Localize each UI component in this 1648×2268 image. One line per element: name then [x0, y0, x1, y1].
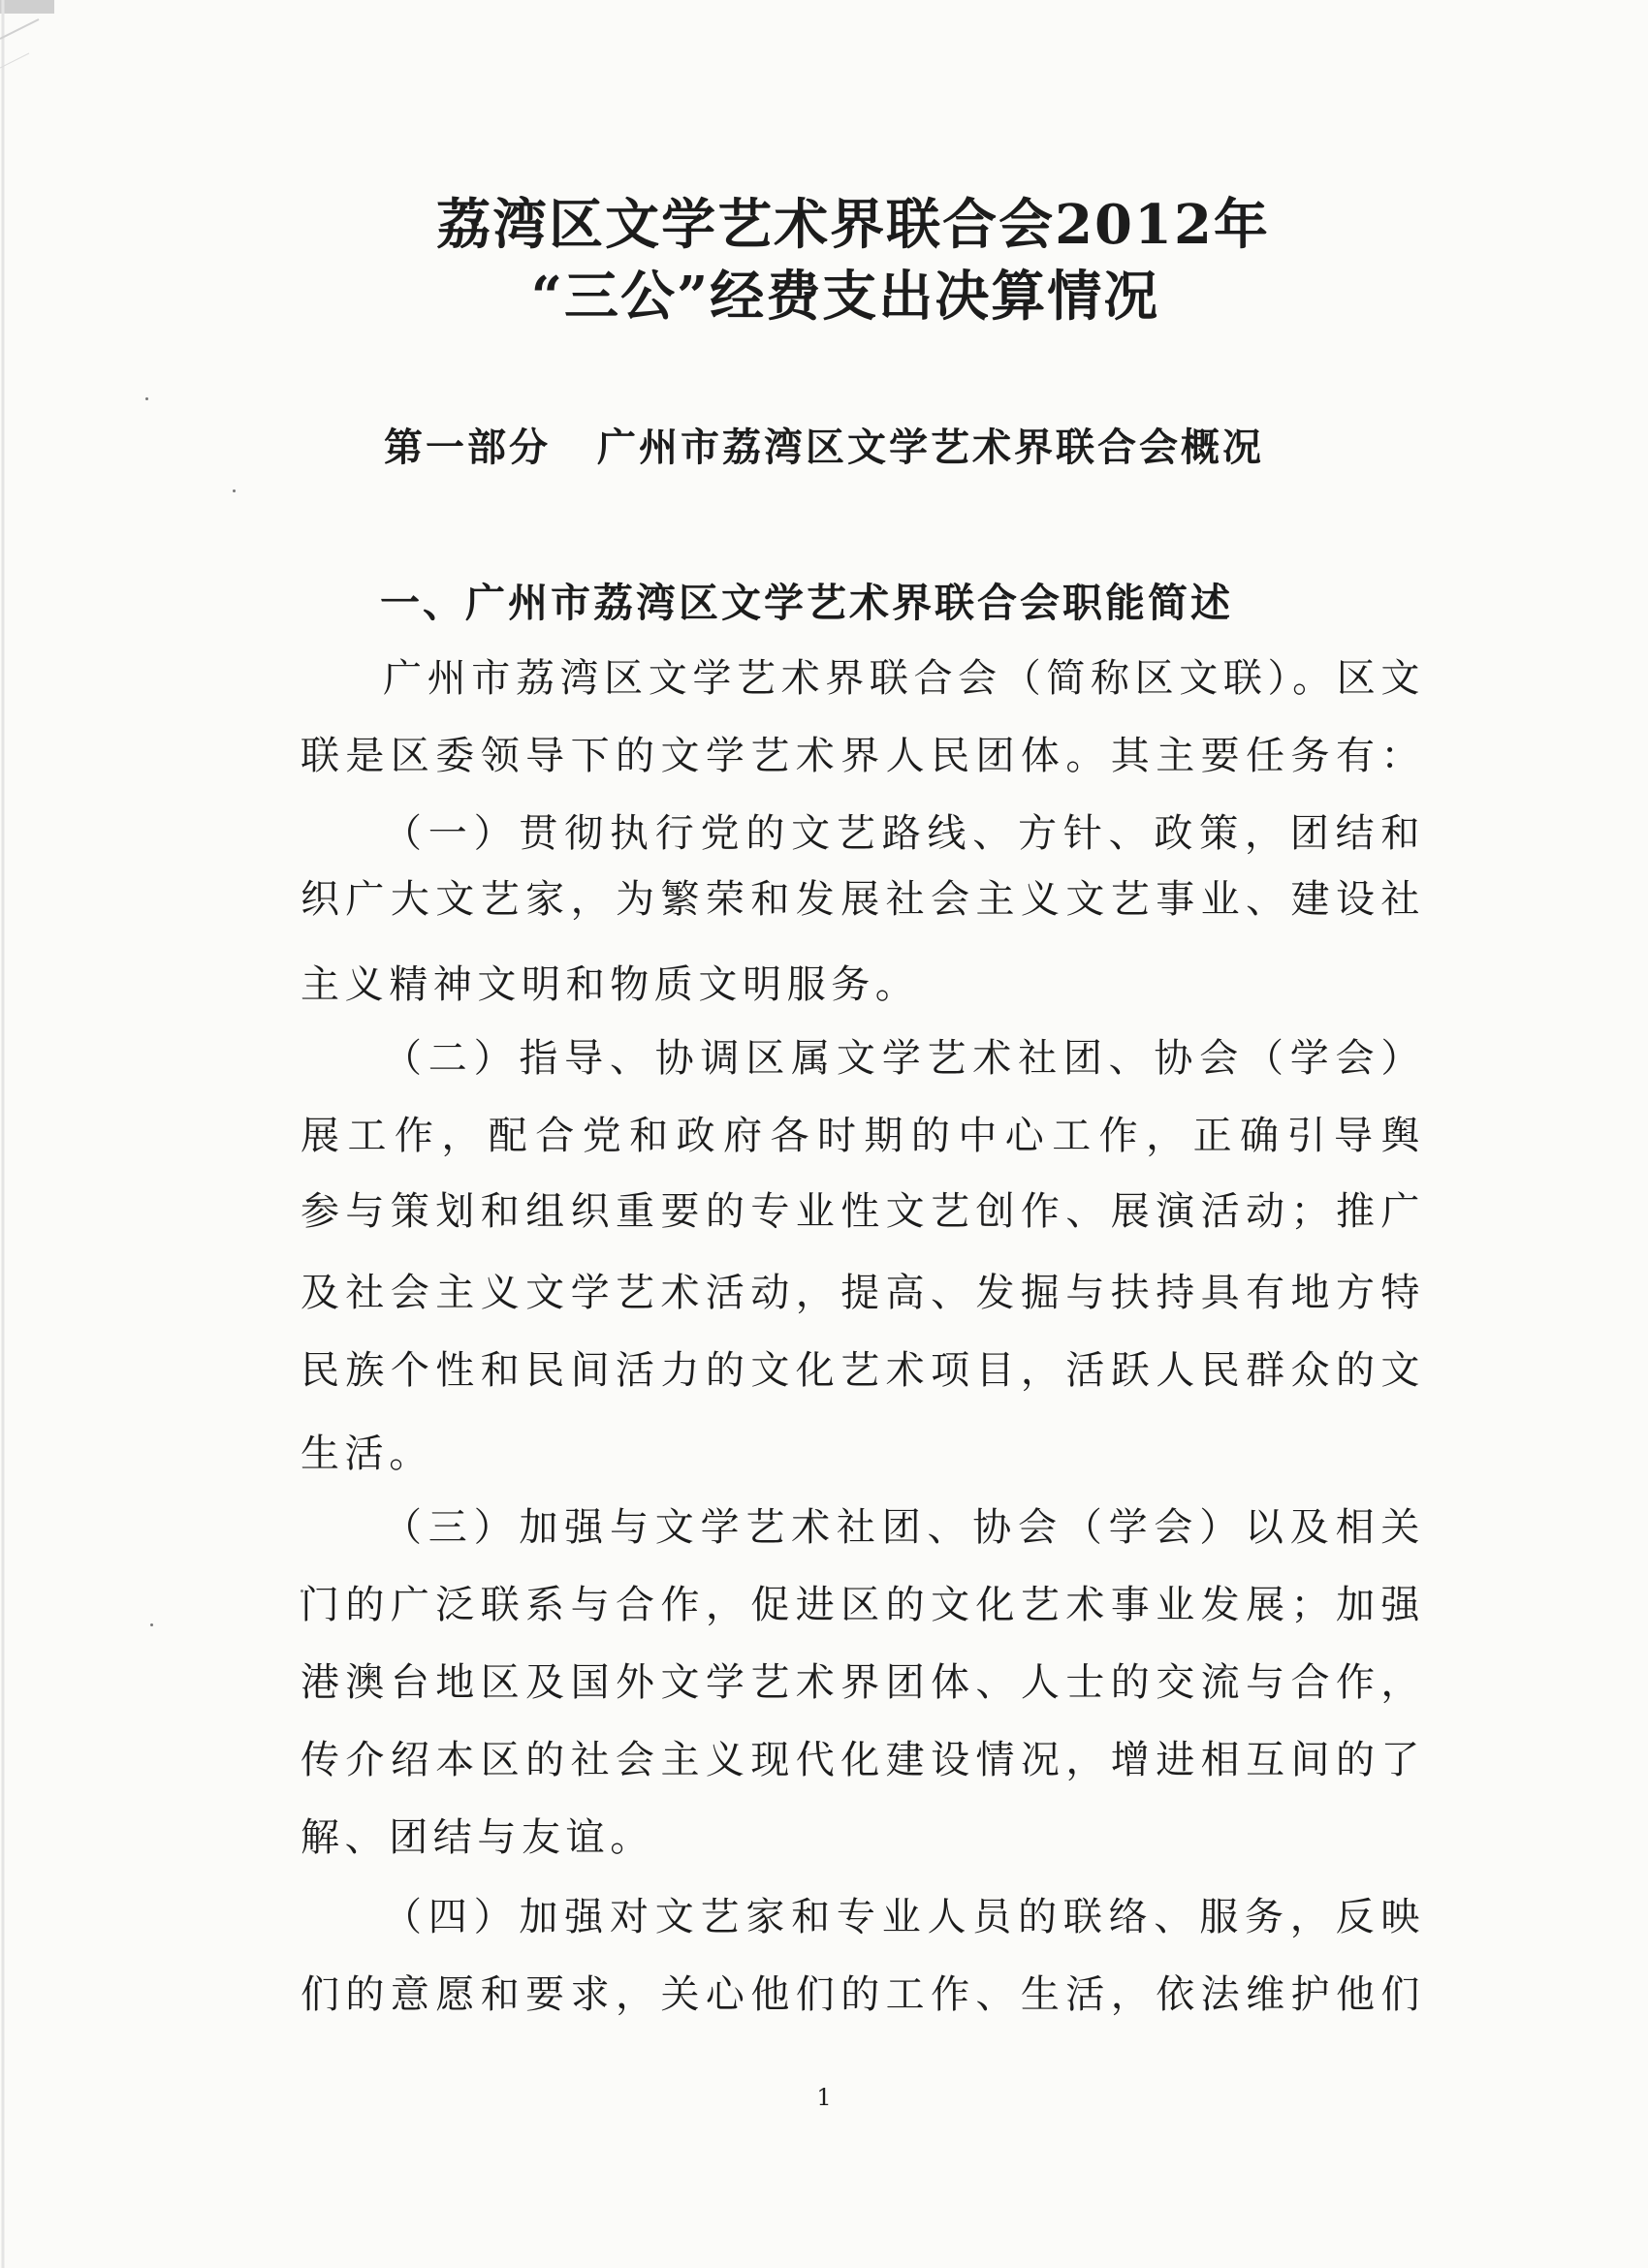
section-heading: 一、广州市荔湾区文学艺术界联合会职能简述	[380, 580, 1233, 626]
scan-speck	[145, 397, 148, 400]
part-heading	[0, 417, 1648, 472]
body-line: 联是区委领导下的文学艺术界人民团体。其主要任务有：	[301, 734, 1425, 778]
body-line: 解、团结与友谊。	[301, 1815, 654, 1860]
document-title-line-1: 荔湾区文学艺术界联合会2012年	[436, 193, 1270, 257]
page-number: 1	[816, 2084, 832, 2111]
part-heading-text: 广州市荔湾区文学艺术界联合会概况	[597, 425, 1264, 470]
body-line: 门的广泛联系与合作，促进区的文化艺术事业发展；加强	[301, 1583, 1425, 1627]
scan-speck	[150, 1623, 153, 1626]
body-line: 织广大文艺家，为繁荣和发展社会主义文艺事业、建设社	[301, 877, 1425, 922]
body-line: （一）贯彻执行党的文艺路线、方针、政策，团结和	[383, 811, 1425, 856]
body-line: （三）加强与文学艺术社团、协会（学会）以及相关	[383, 1505, 1425, 1550]
body-line: 港澳台地区及国外文学艺术界团体、人士的交流与合作，	[301, 1660, 1425, 1705]
body-line: 及社会主义文学艺术活动，提高、发掘与扶持具有地方特	[301, 1271, 1425, 1315]
body-line: （四）加强对文艺家和专业人员的联络、服务，反映	[383, 1895, 1425, 1939]
body-line: 参与策划和组织重要的专业性文艺创作、展演活动；推广	[301, 1189, 1425, 1234]
scan-corner-artifact	[0, 0, 54, 14]
scan-speck	[233, 489, 236, 492]
body-line: 生活。	[301, 1432, 433, 1476]
body-line: 传介绍本区的社会主义现代化建设情况，增进相互间的了	[301, 1738, 1425, 1782]
body-line: 民族个性和民间活力的文化艺术项目，活跃人民群众的文	[301, 1348, 1425, 1393]
body-line: 广州市荔湾区文学艺术界联合会（简称区文联）。区文	[383, 656, 1425, 701]
part-heading-number: 第一部分	[384, 425, 551, 470]
body-line: 主义精神文明和物质文明服务。	[301, 962, 920, 1007]
document-title-line-2: “三公”经费支出决算情况	[530, 265, 1160, 329]
body-line: 们的意愿和要求，关心他们的工作、生活，依法维护他们	[301, 1972, 1425, 2017]
body-line: 展工作，配合党和政府各时期的中心工作，正确引导舆	[301, 1114, 1425, 1158]
body-line: （二）指导、协调区属文学艺术社团、协会（学会）	[383, 1036, 1425, 1081]
